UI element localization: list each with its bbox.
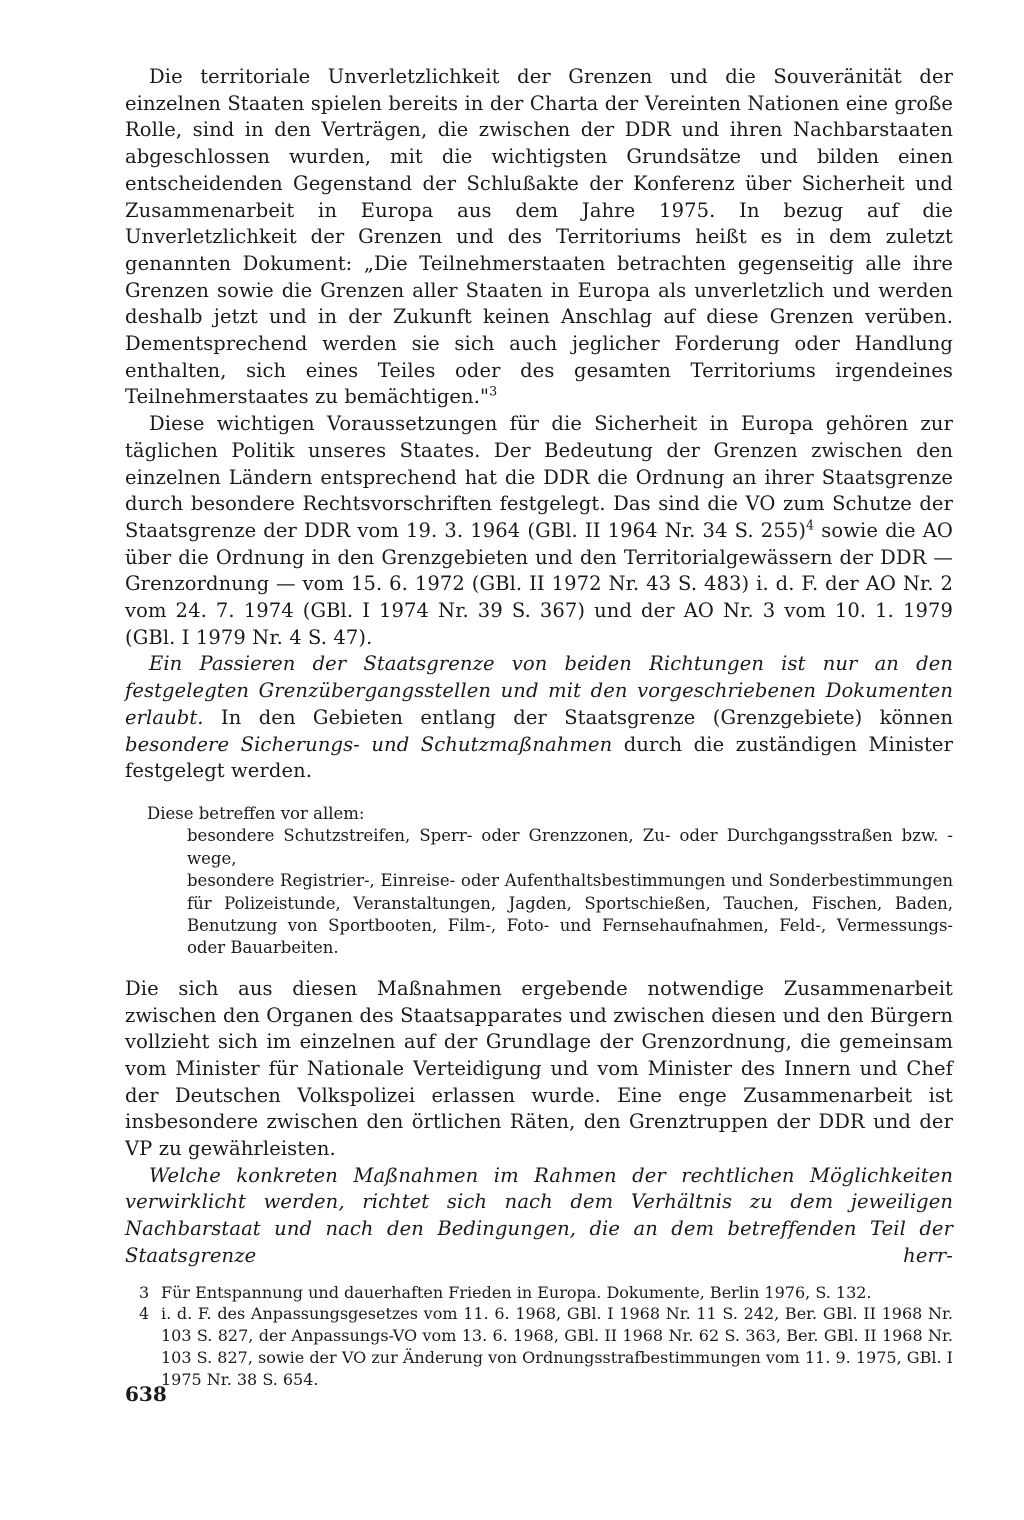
footnote-number: 3 <box>139 1282 150 1302</box>
footnotes <box>125 1282 953 1391</box>
list-item: besondere Registrier-, Einreise- oder Aufenthaltsbestimmungen und Sonderbestimmungen für Polizeistunde, Veranstaltungen, Jagden, Sportschießen, Tauchen, Fischen, Baden, Benutzung von Sportbooten, Film-, Foto- und Fernsehaufnahmen, Feld-, Vermessungs- oder Bauarbeiten. <box>187 871 953 958</box>
measures-list <box>125 825 953 959</box>
list-item: besondere Schutzstreifen, Sperr- oder Grenzzonen, Zu- oder Durchgangsstraßen bzw. -wege, <box>187 826 953 868</box>
document-page <box>125 64 953 1391</box>
paragraph-cooperation <box>125 976 953 1163</box>
page-number: 638 <box>125 1382 167 1406</box>
paragraph-concrete-measures <box>125 1163 953 1270</box>
paragraph-territorial-integrity <box>125 64 953 411</box>
paragraph-text: In den Gebieten entlang der Staatsgrenze (Grenzgebiete) können <box>203 705 953 729</box>
footnote-3 <box>139 1282 953 1304</box>
footnote-ref: 3 <box>489 383 498 399</box>
paragraph-text: Die sich aus diesen Maßnahmen ergebende notwendige Zusammenarbeit zwischen den Organen des Staatsapparates und zwischen diesen und den Bürgern vollzieht sich im einzelnen auf der Grundlage der Grenzordnung, die gemeinsam vom Minister für Nationale Verteidigung und vom Minister des Innern und Chef der Deutschen Volkspolizei erlassen wurde. Eine enge Zusammenarbeit ist insbesondere zwischen den örtlichen Räten, den Grenztruppen der DDR und der VP zu gewährleisten. <box>125 976 953 1161</box>
list-lead: Diese betreffen vor allem: <box>147 803 365 823</box>
paragraph-text: Diese wichtigen Voraussetzungen für die Sicherheit in Europa gehören zur täglichen Politik unseres Staates. Der Bedeutung der Grenzen zwischen den einzelnen Ländern entsprechend hat die DDR die Ordnung an ihrer Staatsgrenze durch besondere Rechtsvorschriften festgelegt. Das sind die VO zum Schutze der Staatsgrenze der DDR vom 19. 3. 1964 (GBl. II 1964 Nr. 34 S. 255) <box>125 412 953 542</box>
footnote-4 <box>139 1303 953 1390</box>
paragraph-border-crossing <box>125 651 953 785</box>
measures-list-block <box>125 803 953 960</box>
paragraph-text: durch die zuständigen Minister festgelegt werden. <box>125 732 953 783</box>
footnote-text: Für Entspannung und dauerhaften Frieden in Europa. Dokumente, Berlin 1976, S. 132. <box>161 1282 872 1302</box>
footnote-text: i. d. F. des Anpassungsgesetzes vom 11. 6. 1968, GBl. I 1968 Nr. 11 S. 242, Ber. GBl. II 1968 Nr. 103 S. 827, der Anpassungs-VO vom 13. 6. 1968, GBl. II 1968 Nr. 62 S. 363, Ber. GBl. II 1968 Nr. 103 S. 827, sowie der VO zur Änderung von Ordnungsstrafbestimmungen vom 11. 9. 1975, GBl. I 1975 Nr. 38 S. 654. <box>161 1304 953 1389</box>
paragraph-text: Die territoriale Unverletzlichkeit der Grenzen und die Souveränität der einzelnen Staaten spielen bereits in der Charta der Vereinten Nationen eine große Rolle, sind in den Verträgen, die zwischen der DDR und ihren Nachbarstaaten abgeschlossen wurden, mit die wichtigsten Grundsätze und bilden einen entscheidenden Gegenstand der Schlußakte der Konferenz über Sicherheit und Zusammenarbeit in Europa aus dem Jahre 1975. In bezug auf die Unverletzlichkeit der Grenzen und des Territoriums heißt es in dem zuletzt genannten Dokument: „Die Teilnehmerstaaten betrachten gegenseitig alle ihre Grenzen sowie die Grenzen aller Staaten in Europa als unverletzlich und werden deshalb jetzt und in der Zukunft keinen Anschlag auf diese Grenzen verüben. Dementsprechend werden sie sich auch jeglicher Forderung oder Handlung enthalten, sich eines Teiles oder des gesamten Territoriums irgendeines Teilnehmerstaates zu bemächtigen." <box>125 65 953 409</box>
footnote-ref: 4 <box>806 517 815 533</box>
paragraph-text-continued: sowie die AO über die Ordnung in den Grenzgebieten und den Territorialgewässern der DDR — Grenzordnung — vom 15. 6. 1972 (GBl. II 1972 Nr. 43 S. 483) i. d. F. der AO Nr. 2 vom 24. 7. 1974 (GBl. I 1974 Nr. 39 S. 367) und der AO Nr. 3 vom 10. 1. 1979 (GBl. I 1979 Nr. 4 S. 47). <box>125 518 953 649</box>
emphasis-text: Ein Passieren der Staatsgrenze von beiden Richtungen ist nur an den festgelegten Grenzübergangsstellen und mit den vorgeschriebenen Dokumenten erlaubt. <box>125 652 953 729</box>
paragraph-legal-regulations <box>125 411 953 651</box>
emphasis-text: Welche konkreten Maßnahmen im Rahmen der rechtlichen Möglichkeiten verwirklicht werden, richtet sich nach dem Verhältnis zu dem jeweiligen Nachbarstaat und nach den Bedingungen, die an dem betreffenden Teil der Staatsgrenze herr- <box>125 1163 953 1267</box>
footnote-number: 4 <box>139 1304 150 1324</box>
emphasis-text: besondere Sicherungs- und Schutzmaßnahmen <box>125 732 613 756</box>
